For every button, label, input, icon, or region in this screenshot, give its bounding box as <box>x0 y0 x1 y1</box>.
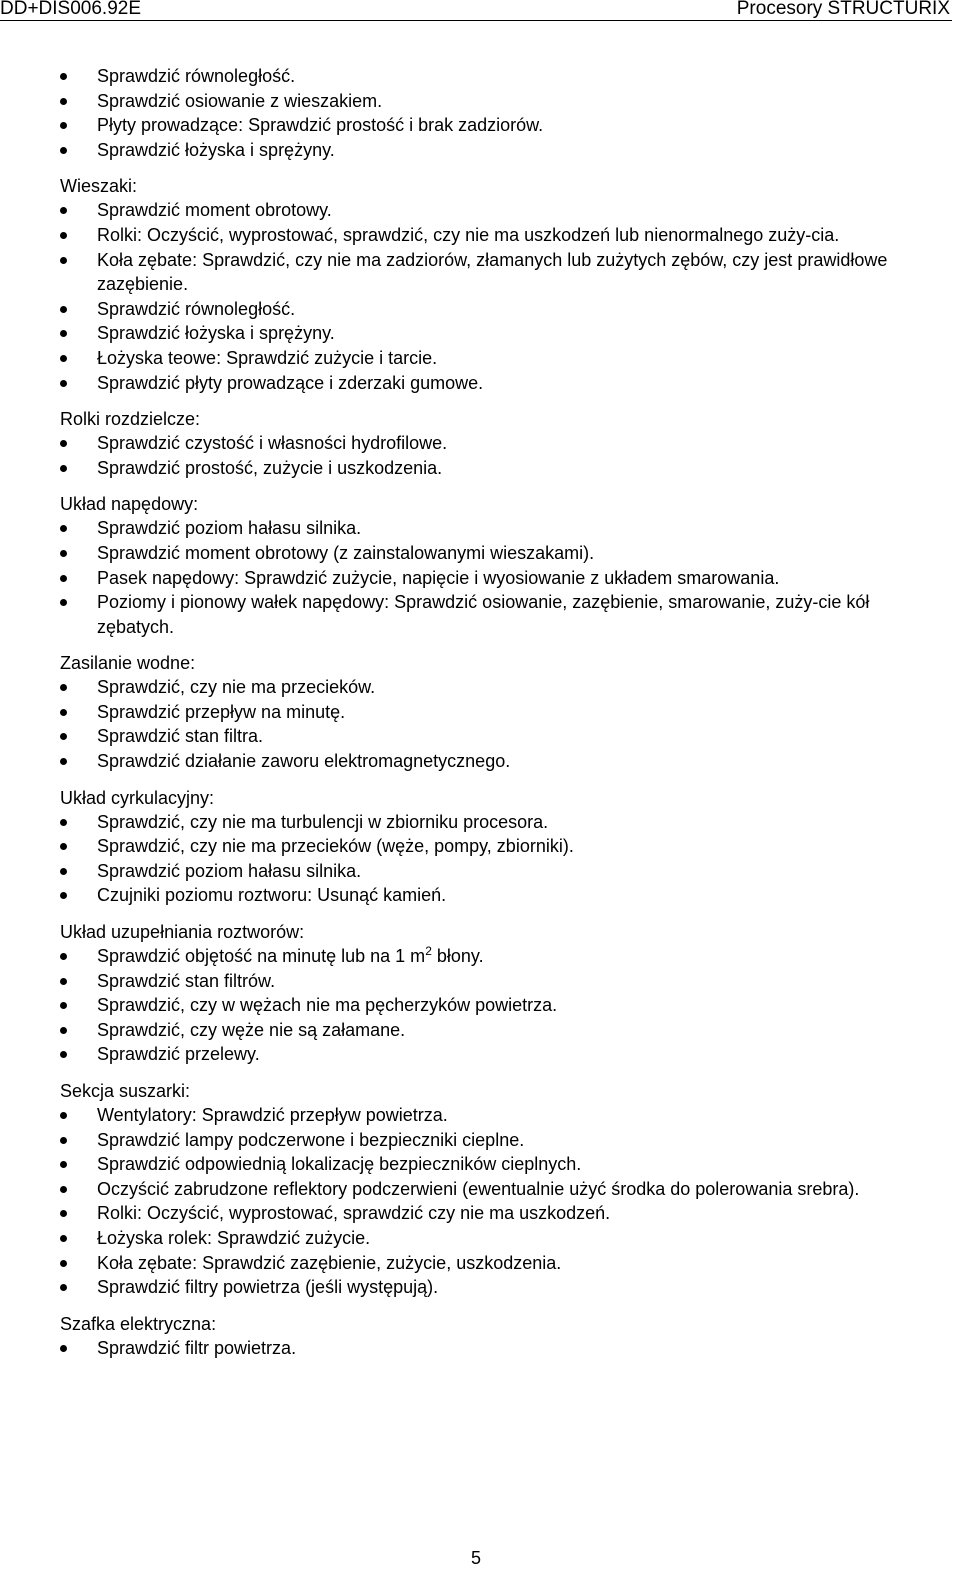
list-item: Sprawdzić łożyska i sprężyny. <box>60 138 940 163</box>
list-item: Sprawdzić osiowanie z wieszakiem. <box>60 89 940 114</box>
section <box>60 174 940 395</box>
bullet-list <box>60 944 940 1067</box>
list-item: Koła zębate: Sprawdzić zazębienie, zużycie, uszkodzenia. <box>60 1251 940 1276</box>
section-heading: Szafka elektryczna: <box>60 1313 217 1334</box>
list-item: Oczyścić zabrudzone reflektory podczerwieni (ewentualnie użyć środka do polerowania srebra). <box>60 1177 940 1202</box>
list-item: Sprawdzić, czy nie ma przecieków. <box>60 675 940 700</box>
bullet-list <box>60 198 940 395</box>
list-item: Sprawdzić poziom hałasu silnika. <box>60 859 940 884</box>
list-item: Sprawdzić przelewy. <box>60 1042 940 1067</box>
section <box>60 407 940 480</box>
list-item: Sprawdzić równoległość. <box>60 64 940 89</box>
list-item: Sprawdzić poziom hałasu silnika. <box>60 516 940 541</box>
bullet-list <box>60 1103 940 1300</box>
section <box>60 1079 940 1300</box>
list-item: Sprawdzić prostość, zużycie i uszkodzenia. <box>60 456 940 481</box>
list-item: Sprawdzić odpowiednią lokalizację bezpieczników cieplnych. <box>60 1152 940 1177</box>
list-item: Sprawdzić równoległość. <box>60 297 940 322</box>
list-item: Sprawdzić moment obrotowy. <box>60 198 940 223</box>
section-heading: Układ cyrkulacyjny: <box>60 787 215 808</box>
list-item: Sprawdzić łożyska i sprężyny. <box>60 321 940 346</box>
section <box>60 920 940 1067</box>
section <box>60 1312 940 1361</box>
list-item: Sprawdzić, czy węże nie są załamane. <box>60 1018 940 1043</box>
bullet-list <box>60 431 940 480</box>
list-item: Sprawdzić moment obrotowy (z zainstalowanymi wieszakami). <box>60 541 940 566</box>
page-header <box>0 0 952 21</box>
section-heading: Rolki rozdzielcze: <box>60 409 201 430</box>
list-item: Płyty prowadzące: Sprawdzić prostość i brak zadziorów. <box>60 113 940 138</box>
list-item: Rolki: Oczyścić, wyprostować, sprawdzić, czy nie ma uszkodzeń lub nienormalnego zuży-cia. <box>60 223 940 248</box>
document-code: DD+DIS006.92E <box>0 0 141 19</box>
section-heading: Zasilanie wodne: <box>60 653 196 674</box>
bullet-list <box>60 675 940 773</box>
list-item: Sprawdzić stan filtra. <box>60 724 940 749</box>
list-item: Sprawdzić stan filtrów. <box>60 969 940 994</box>
list-item: Łożyska teowe: Sprawdzić zużycie i tarcie. <box>60 346 940 371</box>
list-item: Sprawdzić płyty prowadzące i zderzaki gumowe. <box>60 371 940 396</box>
section <box>60 651 940 773</box>
list-item: Sprawdzić filtr powietrza. <box>60 1336 940 1361</box>
section-heading: Sekcja suszarki: <box>60 1081 191 1101</box>
list-item: Sprawdzić objętość na minutę lub na 1 $m^2$ błony. <box>60 944 940 969</box>
section-heading: Układ uzupełniania roztworów: <box>60 922 305 943</box>
list-item: Sprawdzić przepływ na minutę. <box>60 700 940 725</box>
list-item: Koła zębate: Sprawdzić, czy nie ma zadziorów, złamanych lub zużytych zębów, czy jest prawidłowe zazębienie. <box>60 248 940 297</box>
section-heading: Układ napędowy: <box>60 494 199 515</box>
section <box>60 786 940 908</box>
document-body <box>60 64 940 1360</box>
section <box>60 492 940 639</box>
page-number: 5 <box>470 1548 481 1568</box>
list-item: Łożyska rolek: Sprawdzić zużycie. <box>60 1226 940 1251</box>
list-item: Sprawdzić filtry powietrza (jeśli występują). <box>60 1275 940 1300</box>
document-title: Procesory STRUCTURIX <box>736 0 950 19</box>
list-item: Wentylatory: Sprawdzić przepływ powietrza. <box>60 1103 940 1128</box>
list-item: Poziomy i pionowy wałek napędowy: Sprawdzić osiowanie, zazębienie, smarowanie, zuży-cie kół zębatych. <box>60 590 940 639</box>
bullet-list <box>60 64 940 162</box>
list-item: Rolki: Oczyścić, wyprostować, sprawdzić czy nie ma uszkodzeń. <box>60 1201 940 1226</box>
section <box>60 64 940 162</box>
bullet-list <box>60 810 940 908</box>
list-item: Czujniki poziomu roztworu: Usunąć kamień. <box>60 883 940 908</box>
list-item: Sprawdzić działanie zaworu elektromagnetycznego. <box>60 749 940 774</box>
list-item: Sprawdzić, czy w wężach nie ma pęcherzyków powietrza. <box>60 993 940 1018</box>
list-item: Sprawdzić, czy nie ma turbulencji w zbiorniku procesora. <box>60 810 940 835</box>
bullet-list <box>60 1336 940 1361</box>
section-heading: Wieszaki: <box>60 176 138 197</box>
list-item: Pasek napędowy: Sprawdzić zużycie, napięcie i wyosiowanie z układem smarowania. <box>60 566 940 591</box>
bullet-list <box>60 516 940 639</box>
list-item: Sprawdzić czystość i własności hydrofilowe. <box>60 431 940 456</box>
list-item: Sprawdzić, czy nie ma przecieków (węże, pompy, zbiorniki). <box>60 834 940 859</box>
list-item: Sprawdzić lampy podczerwone i bezpieczniki cieplne. <box>60 1128 940 1153</box>
